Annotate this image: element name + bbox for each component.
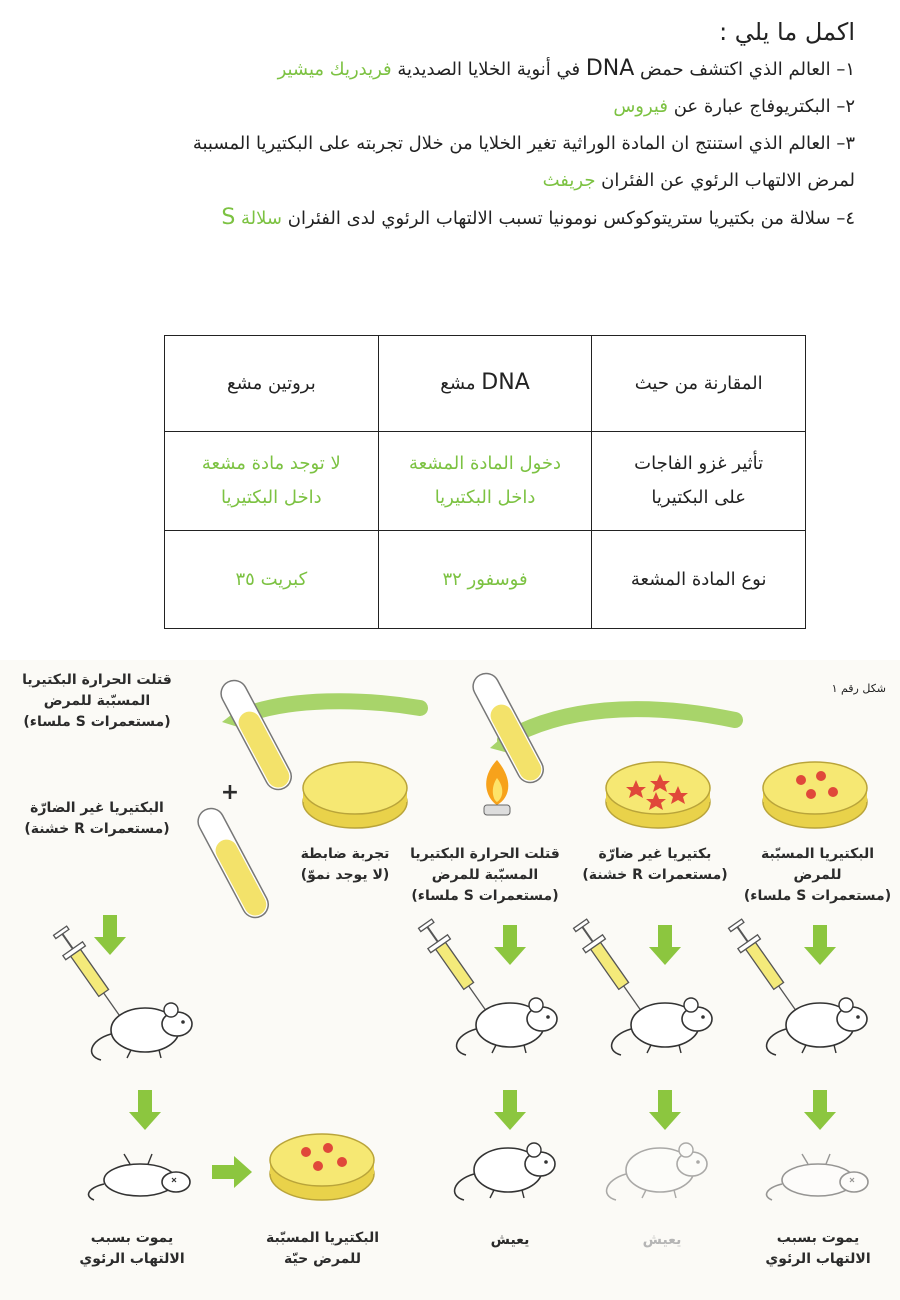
row-label-effect-2: على البكتيريا [651,487,746,508]
question-3-text-1: ٣– العالم الذي استنتج ان المادة الوراثية تغير الخلايا من خلال تجربته على البكتيريا المسببة [192,133,855,154]
question-4-text: ٤– سلالة من بكتيريا ستريتوكوكس نومونيا تسبب الالتهاب الرئوي لدى الفئران [282,208,855,229]
label-r-tube-2: (مستعمرات R خشنة) [24,821,170,837]
label-heat-killed-tube-1: قتلت الحرارة البكتيريا [22,672,172,688]
header-dna-label: DNA [481,370,530,395]
griffith-figure [0,660,900,1300]
label-control-2: (لا يوجد نموّ) [300,867,390,883]
arrow-down-icon [494,1090,526,1130]
questions-section [65,18,855,237]
cell-dna-effect-2: داخل البكتيريا [434,487,536,508]
label-r-bacteria-1: بكتيريا غير ضارّة [598,846,712,862]
label-outcome-mix-2: الالتهاب الرئوي [79,1251,185,1267]
s-colonies-dish [763,762,867,828]
question-1 [65,50,855,88]
row-label-type: نوع المادة المشعة [592,531,806,629]
label-s-bacteria-2: (مستعمرات S ملساء) [743,888,892,904]
question-1-text: في أنوية الخلايا الصديدية [391,59,586,80]
mix-tube-r [194,804,273,922]
label-heat-killed-2: المسبّبة للمرض [431,867,539,883]
mouse-icon [767,998,867,1055]
question-3-text-2: لمرض الالتهاب الرئوي عن الفئران [595,170,855,191]
label-r-tube-1: البكتيريا غير الضارّة [30,800,164,816]
question-3-line-1 [65,125,855,162]
label-control-1: تجربة ضابطة [300,846,390,862]
label-outcome-s-2: الالتهاب الرئوي [765,1251,871,1267]
dead-mouse-faded-icon [767,1154,868,1200]
answer-1: فريدريك ميشير [277,59,392,80]
mouse-icon [92,1003,192,1060]
label-r-tube [12,798,182,840]
label-r-bacteria-2: (مستعمرات R خشنة) [582,867,728,883]
label-outcome-heat: يعيش [490,1232,530,1248]
header-compare: المقارنة من حيث [592,336,806,432]
mix-tube-s [217,676,296,794]
arrow-down-icon [649,925,681,965]
cell-protein-effect [165,432,379,531]
question-3-line-2 [65,162,855,199]
r-colonies-dish [606,762,710,828]
table-header-row [165,336,806,432]
row-label-effect-1: تأثير غزو الفاجات [634,453,764,474]
questions-heading: اكمل ما يلي : [719,18,855,46]
arrow-down-icon [804,1090,836,1130]
label-outcome-s [748,1228,888,1270]
arrow-down-icon [649,1090,681,1130]
question-2-text: ٢– البكتريوفاج عبارة عن [667,96,855,117]
label-s-bacteria [735,844,900,907]
arrow-down-icon [129,1090,161,1130]
syringe-icon [725,917,805,1018]
figure-number: شكل رقم ١ [831,682,886,695]
transfer-arrow-left [245,701,420,715]
comparison-table [164,335,806,629]
answer-2: فيروس [613,96,668,117]
header-dna [378,336,592,432]
living-mouse-faded-icon [607,1143,707,1200]
cell-dna-effect-1: دخول المادة المشعة [408,453,562,474]
transfer-arrow-right [505,709,735,740]
label-r-bacteria [575,844,735,886]
table-row [165,432,806,531]
question-4 [65,199,855,237]
answer-4: سلالة [241,208,282,229]
label-outcome-live-bacteria [255,1228,390,1270]
row-label-effect [592,432,806,531]
label-outcome-live-bacteria-2: للمرض حيّة [283,1251,362,1267]
label-control [285,844,405,886]
arrow-right-icon [212,1156,252,1188]
label-heat-killed [400,844,570,907]
control-dish [303,762,407,828]
answer-3: جريفث [542,170,596,191]
syringe-icon [415,917,495,1018]
mouse-icon [457,998,557,1055]
cell-dna-type: فوسفور ٣٢ [378,531,592,629]
label-heat-killed-3: (مستعمرات S ملساء) [411,888,559,904]
label-outcome-mix-1: يموت بسبب [90,1230,174,1246]
label-outcome-live-bacteria-1: البكتيريا المسبّبة [265,1230,380,1246]
dead-mouse-icon [89,1154,190,1200]
label-heat-killed-1: قتلت الحرارة البكتيريا [410,846,560,862]
label-heat-killed-tube [12,670,182,733]
label-outcome-mix [62,1228,202,1270]
header-protein: بروتين مشع [165,336,379,432]
table-row [165,531,806,629]
label-outcome-r: يعيش [642,1232,682,1248]
label-heat-killed-tube-3: (مستعمرات S ملساء) [23,714,171,730]
arrow-down-icon [804,925,836,965]
living-mouse-icon [455,1143,555,1200]
label-heat-killed-tube-2: المسبّبة للمرض [43,693,151,709]
question-2 [65,88,855,125]
mouse-icon [612,998,712,1055]
question-1-dna: DNA [585,56,635,81]
arrow-down-icon [94,915,126,955]
cell-protein-type: كبريت ٣٥ [165,531,379,629]
cell-protein-effect-1: لا توجد مادة مشعة [201,453,341,474]
header-dna-rest: مشع [440,373,482,394]
figure-drawing [0,660,900,1300]
label-outcome-s-1: يموت بسبب [776,1230,860,1246]
syringe-icon [570,917,650,1018]
burner-icon [484,760,510,815]
question-1-prefix: ١– العالم الذي اكتشف حمض [634,59,855,80]
arrow-down-icon [494,925,526,965]
live-bacteria-dish [270,1134,374,1200]
cell-dna-effect [378,432,592,531]
plus-sign: + [220,780,240,805]
answer-4-s: S [221,205,236,230]
label-s-bacteria-1: البكتيريا المسبّبة للمرض [760,846,875,883]
cell-protein-effect-2: داخل البكتيريا [221,487,322,508]
